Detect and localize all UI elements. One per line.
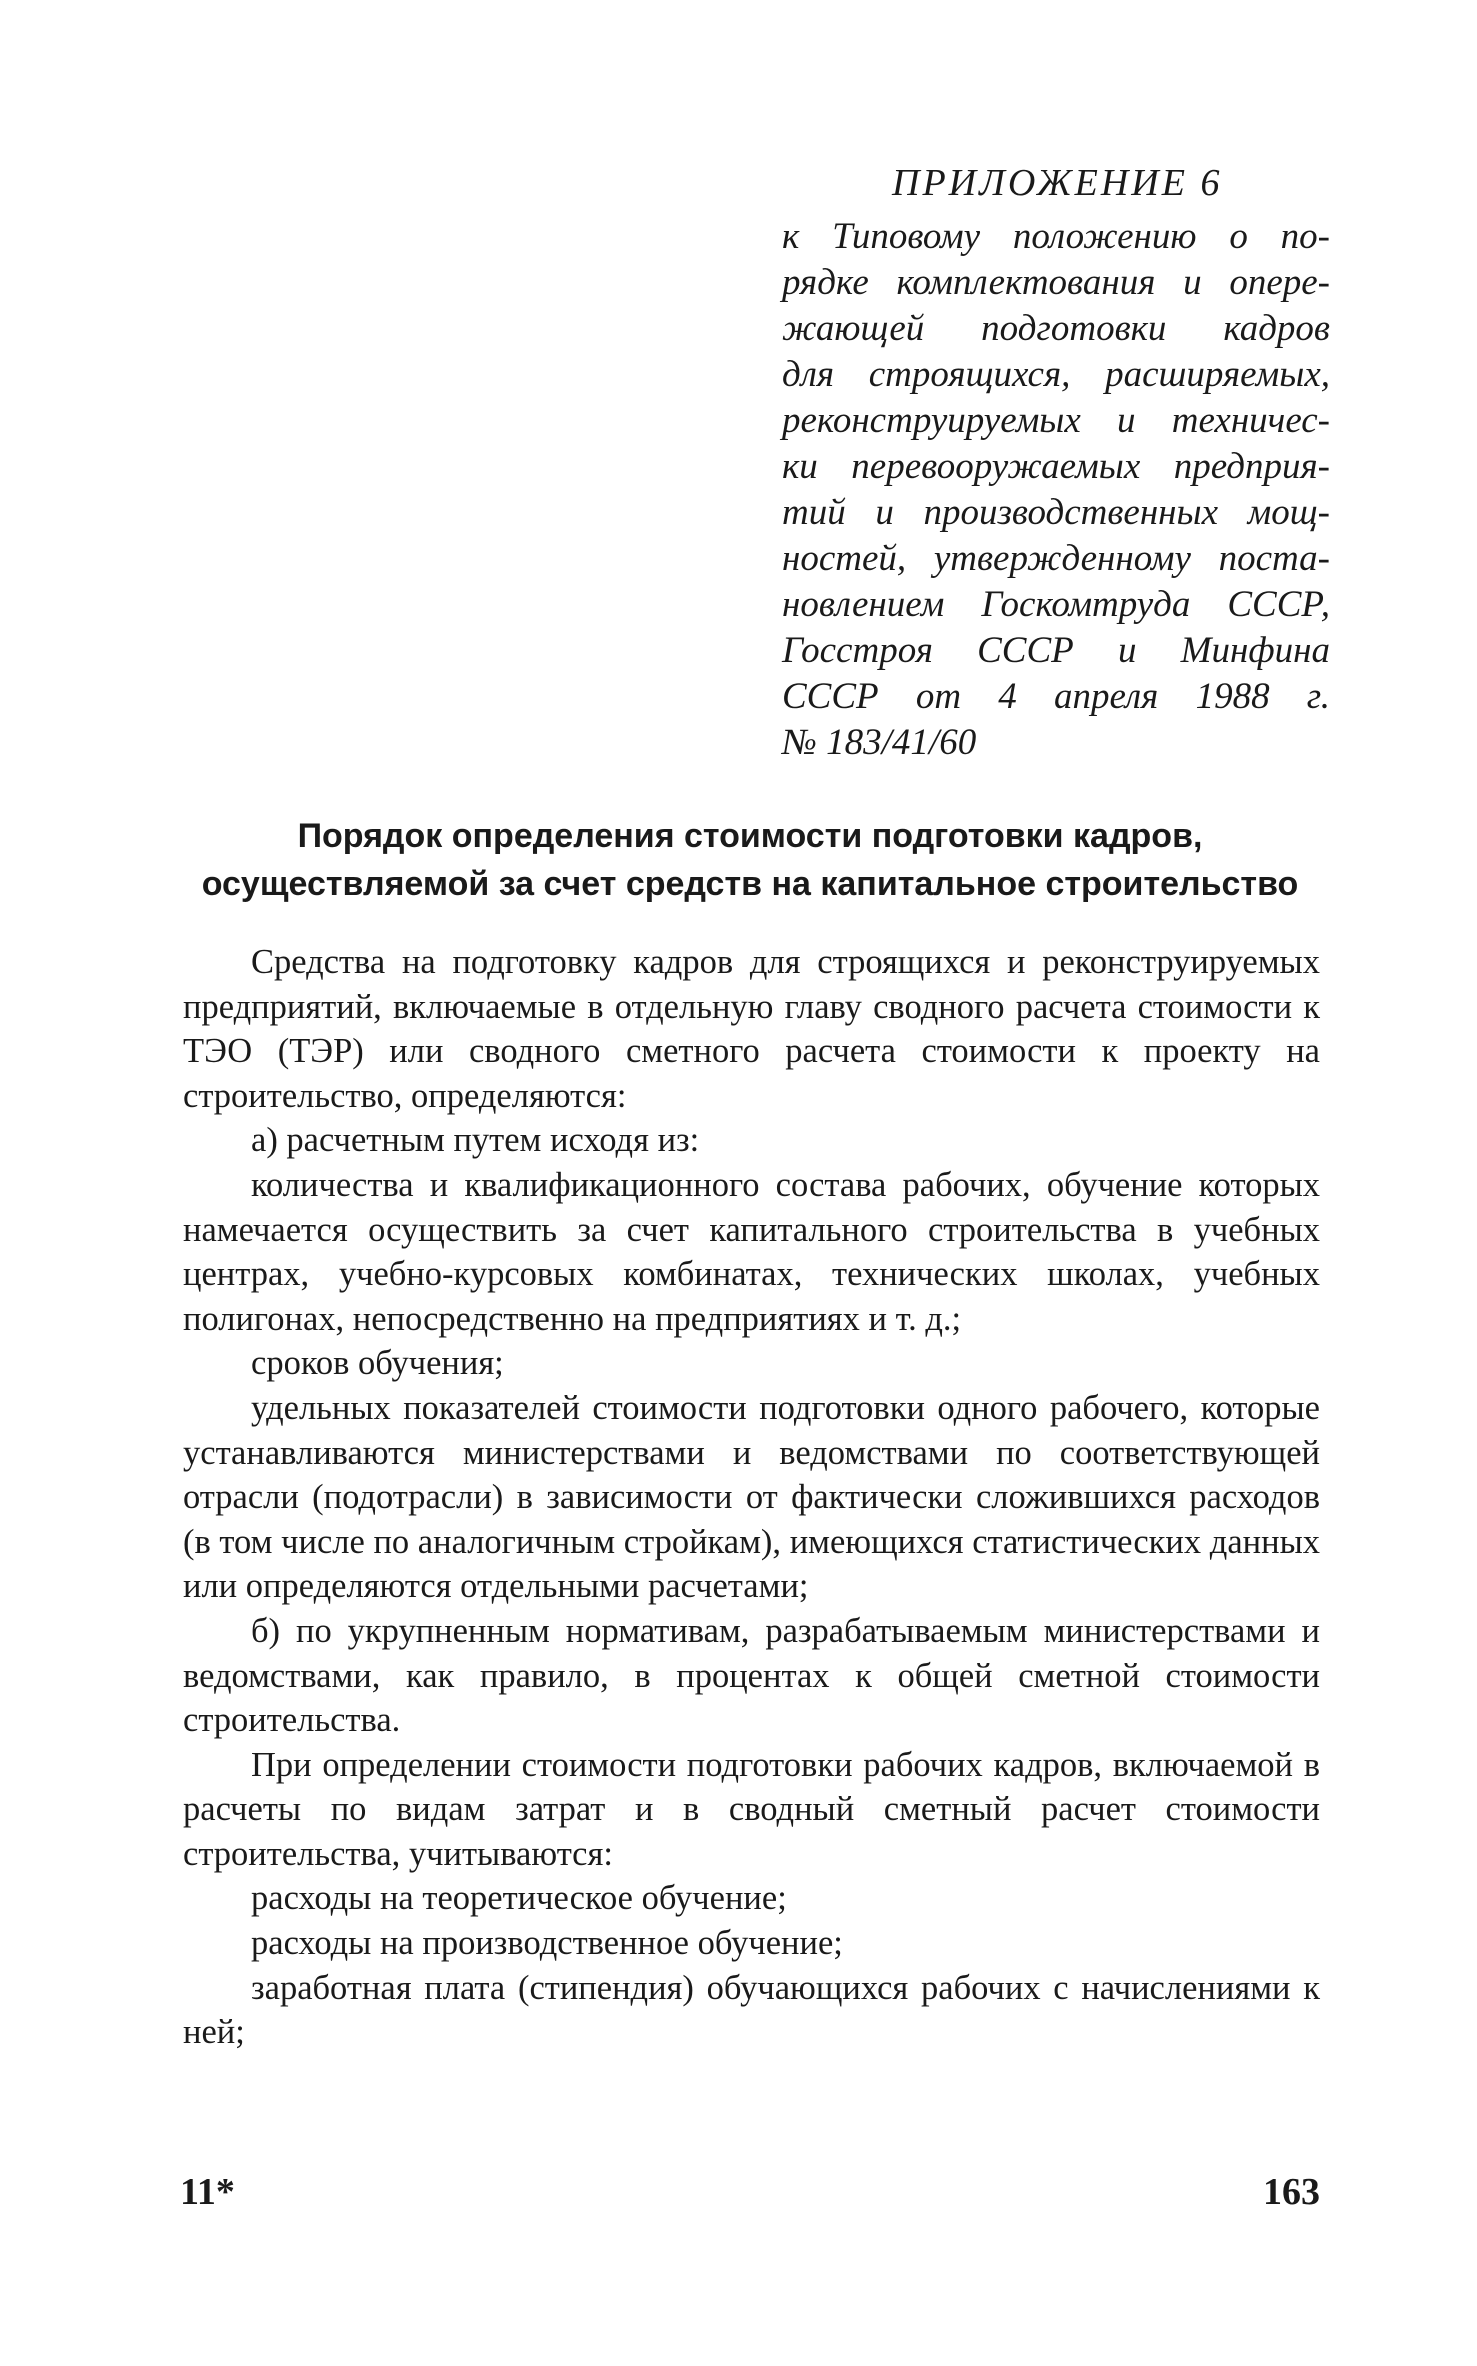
signature-mark: 11* [180,2171,235,2213]
appendix-line: жающей подготовки кадров [782,308,1330,349]
body-paragraph: заработная плата (стипендия) обучающихся рабочих с начислениями к ней; [183,1968,1320,2052]
appendix-block [782,160,1330,766]
appendix-line: новлением Госкомтруда СССР, [782,584,1330,625]
appendix-line: для строящихся, расширяемых, [782,354,1330,395]
appendix-line: ностей, утвержденному поста- [782,538,1330,579]
document-body [183,940,1320,2055]
appendix-line: № 183/41/60 [782,722,977,763]
appendix-line: тий и производственных мощ- [782,492,1330,533]
body-paragraph: б) по укрупненным нормативам, разрабатываемым министерствами и ведомствами, как правило, в процентах к общей сметной стоимости строительства. [183,1611,1320,1740]
body-paragraph: а) расчетным путем исходя из: [251,1121,700,1160]
appendix-line: рядке комплектования и опере- [782,262,1330,303]
appendix-line: ки перевооружаемых предприя- [782,446,1330,487]
body-paragraph: расходы на производственное обучение; [251,1924,843,1963]
page-number: 163 [1263,2171,1320,2213]
body-paragraph: сроков обучения; [251,1344,504,1383]
appendix-line: к Типовому положению о по- [782,216,1330,257]
title-line: Порядок определения стоимости подготовки кадров, [297,817,1203,855]
body-paragraph: количества и квалификационного состава рабочих, обучение которых намечается осуществить за счет капитального строительства в учебных центрах, учебно-курсовых комбинатах, технических школах, учебных полигонах, непосредственно на предприятиях и т. д.; [183,1165,1320,1338]
body-paragraph: расходы на теоретическое обучение; [251,1879,787,1918]
appendix-line: СССР от 4 апреля 1988 г. [782,676,1330,717]
body-paragraph: При определении стоимости подготовки рабочих кадров, включаемой в расчеты по видам затрат и в сводный сметный расчет стоимости строительства, учитываются: [183,1745,1320,1873]
appendix-heading: ПРИЛОЖЕНИЕ 6 [892,162,1223,204]
document-title [180,812,1320,908]
body-paragraph: Средства на подготовку кадров для строящихся и реконструируемых предприятий, включаемые в отдельную главу сводного расчета стоимости к ТЭО (ТЭР) или сводного сметного расчета стоимости к проекту на строительство, определяются: [183,943,1320,1115]
title-line: осуществляемой за счет средств на капитальное строительство [201,865,1299,903]
body-paragraph: удельных показателей стоимости подготовки одного рабочего, которые устанавливаются министерствами и ведомствами по соответствующей отрасли (подотрасли) в зависимости от фактически сложившихся расходов (в том числе по аналогичным стройкам), имеющихся статистических данных или определяются отдельными расчетами; [183,1388,1320,1606]
appendix-line: Госстроя СССР и Минфина [782,630,1330,671]
appendix-line: реконструируемых и техничес- [782,400,1330,441]
